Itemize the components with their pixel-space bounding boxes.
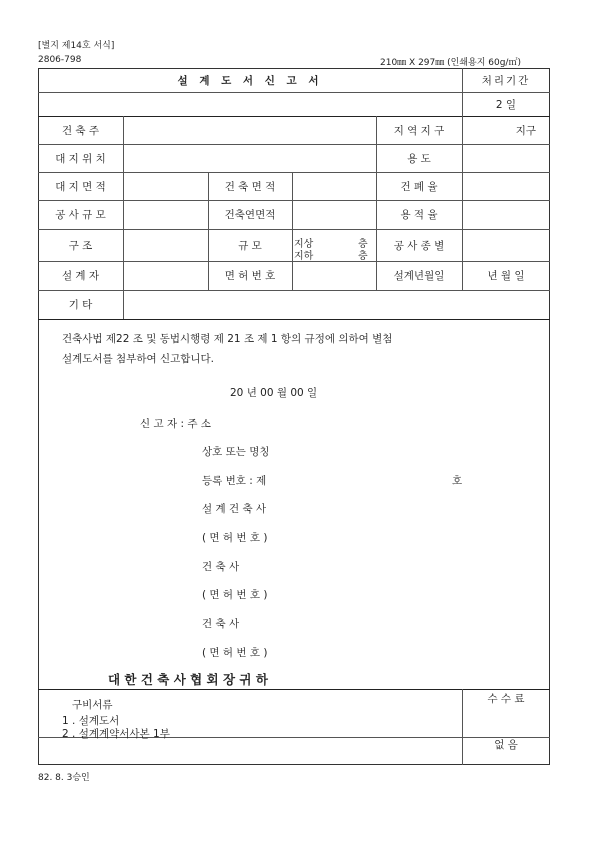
size-label: 규 모	[238, 239, 262, 252]
license-number-label: 면 허 번 호	[224, 270, 276, 282]
statement-line-2: 설계도서를 첨부하여 신고합니다.	[62, 353, 215, 365]
design-architect-label: 설 계 건 축 사	[202, 503, 267, 515]
coverage-label: 건 폐 율	[400, 180, 438, 193]
below-ground-label: 지하	[294, 251, 314, 262]
zone-value[interactable]: 지구	[515, 124, 536, 137]
form-title: 설 계 도 서 신 고 서	[177, 74, 323, 87]
site-area-label: 대 지 면 적	[55, 180, 106, 193]
fee-label: 수 수 료	[487, 692, 525, 705]
architect-label-3: 건 축 사	[202, 618, 240, 630]
paper-spec: 210㎜ X 297㎜ (인쇄용지 60g/㎡)	[380, 58, 521, 68]
processing-period-label: 처리기간	[481, 74, 531, 87]
attachment-item-1: 1 . 설계도서	[62, 715, 120, 727]
below-floor-unit: 층	[358, 251, 368, 262]
license-number-2: ( 면 허 번 호 )	[202, 589, 268, 601]
etc-label: 기 타	[68, 299, 93, 311]
above-ground-label: 지상	[294, 239, 314, 250]
reporter-address: 신 고 자 : 주 소	[140, 418, 211, 430]
use-label: 용 도	[407, 152, 431, 165]
statement-line-1: 건축사법 제22 조 및 동법시행령 제 21 조 제 1 항의 규정에 의하여 별첨	[62, 333, 393, 345]
addressee: 대 한 건 축 사 협 회 장 귀 하	[108, 672, 268, 687]
report-date: 20 년 00 월 00 일	[230, 387, 318, 399]
license-number-1: ( 면 허 번 호 )	[202, 532, 268, 544]
structure-label: 구 조	[68, 239, 93, 252]
fee-value: 없 음	[494, 738, 518, 751]
approval-note: 82. 8. 3승인	[38, 773, 90, 783]
license-number-3: ( 면 허 번 호 )	[202, 647, 268, 659]
total-area-label: 건축연면적	[224, 209, 276, 221]
site-location-field[interactable]	[123, 144, 376, 172]
far-label: 용 적 율	[400, 209, 438, 221]
registration-number-label: 등록 번호 : 제	[202, 475, 267, 487]
form-number: [별지 제14호 서식]	[38, 41, 115, 51]
zone-label: 지 역 지 구	[393, 124, 445, 137]
designer-label: 설 계 자	[61, 270, 100, 282]
etc-field[interactable]	[123, 290, 550, 319]
attachments-label: 구비서류	[72, 699, 113, 711]
company-name-label: 상호 또는 명칭	[202, 446, 270, 458]
building-area-label: 건 축 면 적	[224, 180, 276, 193]
registration-suffix: 호	[452, 475, 463, 487]
above-floor-unit: 층	[358, 239, 368, 250]
design-date-value[interactable]: 년 월 일	[487, 270, 525, 282]
work-type-label: 공 사 종 별	[393, 239, 445, 252]
processing-period-value: 2 일	[495, 98, 517, 111]
use-field[interactable]	[462, 144, 550, 172]
form-code: 2806-798	[38, 55, 82, 65]
owner-label: 건 축 주	[61, 124, 100, 137]
architect-label-2: 건 축 사	[202, 561, 240, 573]
owner-field[interactable]	[123, 116, 376, 144]
site-location-label: 대 지 위 치	[55, 152, 106, 165]
attachment-item-2: 2 . 설계계약서사본 1부	[62, 728, 170, 740]
scale-label: 공 사 규 모	[55, 209, 106, 221]
design-date-label: 설계년월일	[393, 270, 445, 282]
